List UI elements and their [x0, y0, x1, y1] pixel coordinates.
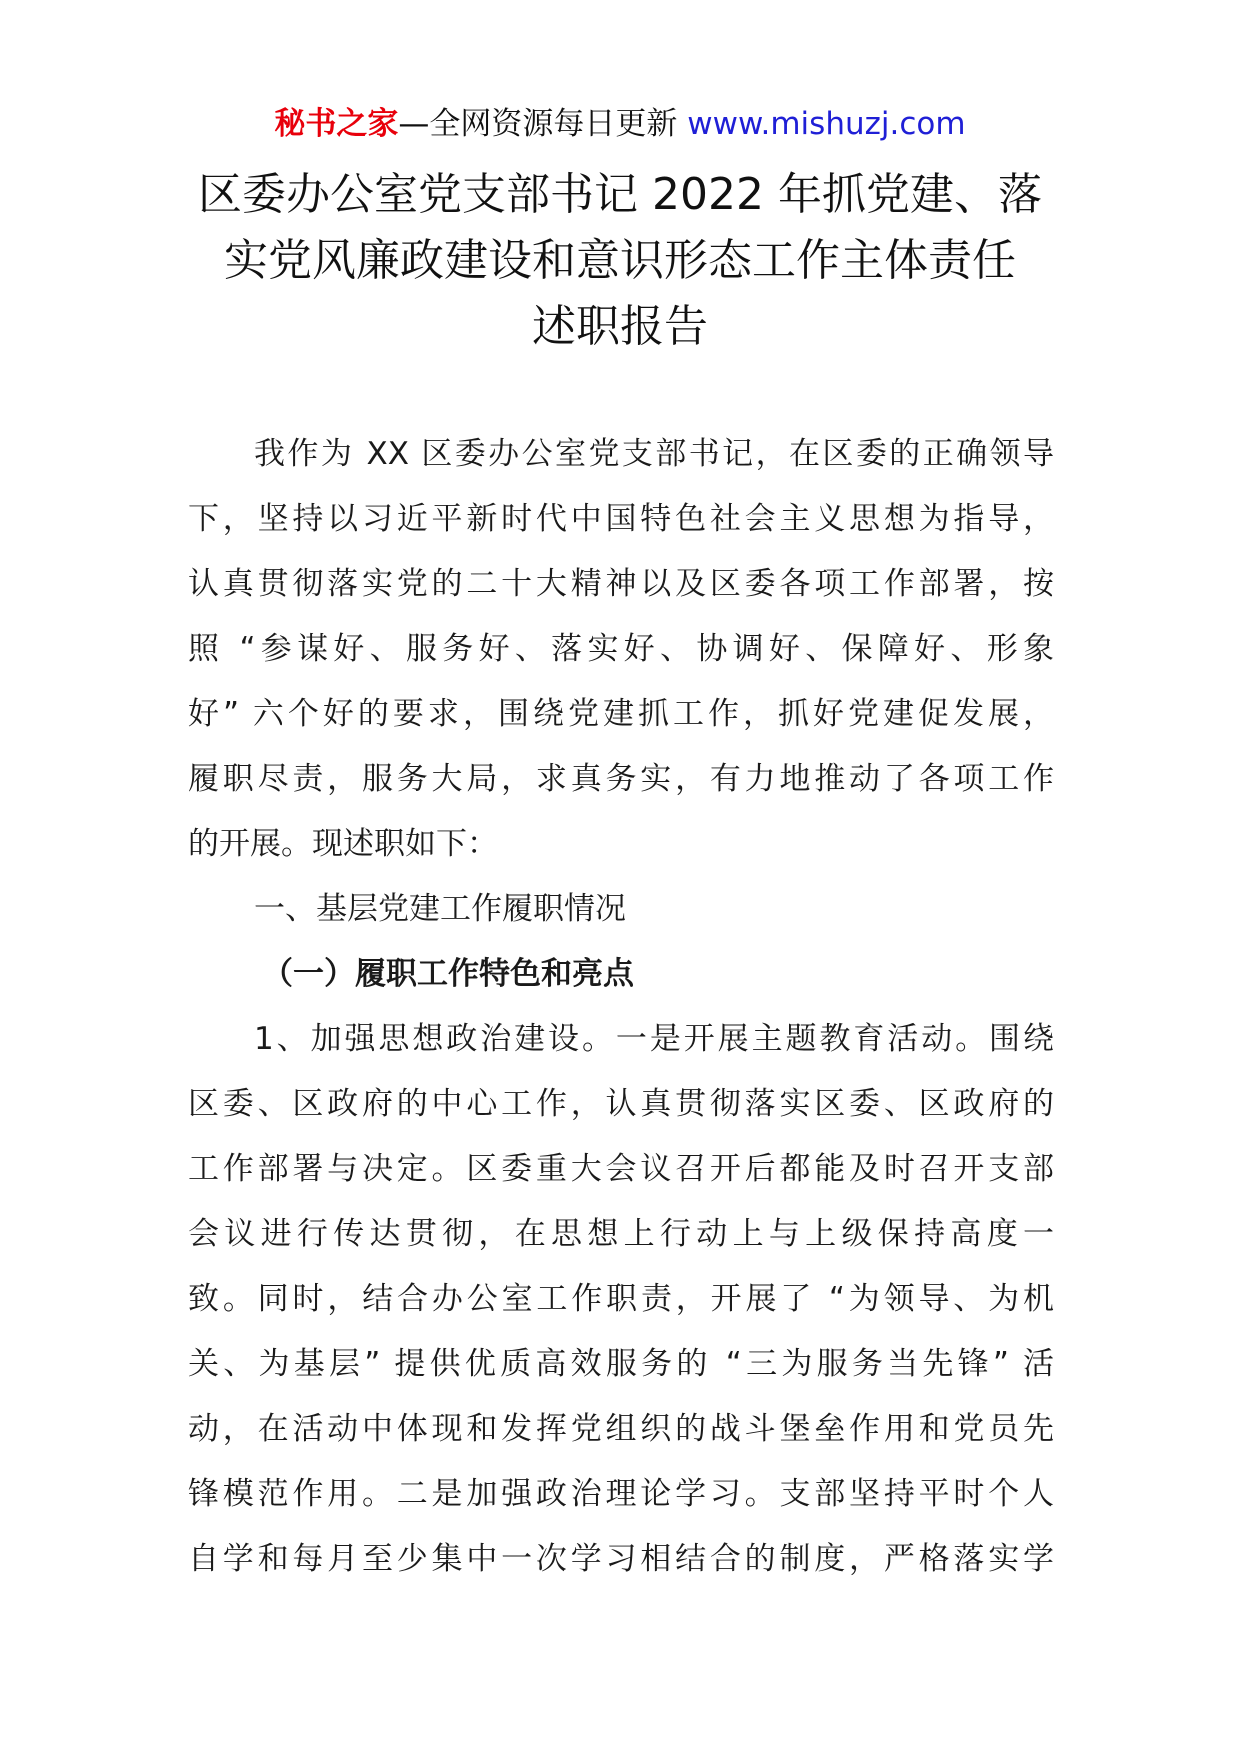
- paragraph-line: 的开展。现述职如下：: [188, 826, 498, 862]
- paragraph-line: 履职尽责，服务大局，求真务实，有力地推动了各项工作: [188, 761, 1054, 797]
- paragraph-line: 区委、区政府的中心工作，认真贯彻落实区委、区政府的: [188, 1086, 1054, 1122]
- paragraph-line: 会议进行传达贯彻，在思想上行动上与上级保持高度一: [188, 1216, 1054, 1252]
- section-heading: 一、基层党建工作履职情况: [254, 891, 626, 927]
- paragraph-line: 好” 六个好的要求，围绕党建抓工作，抓好党建促发展，: [188, 696, 1054, 732]
- paragraph-line: 自学和每月至少集中一次学习相结合的制度，严格落实学: [188, 1541, 1054, 1577]
- paragraph-line: 认真贯彻落实党的二十大精神以及区委各项工作部署，按: [188, 566, 1054, 602]
- document-body: [188, 422, 1054, 1592]
- header-tagline: —全网资源每日更新: [398, 106, 688, 142]
- paragraph-line: 致。同时，结合办公室工作职责，开展了 “为领导、为机: [188, 1281, 1054, 1317]
- paragraph-line: 我作为 XX 区委办公室党支部书记，在区委的正确领导: [254, 436, 1054, 472]
- paragraph-line: 工作部署与决定。区委重大会议召开后都能及时召开支部: [188, 1151, 1054, 1187]
- paragraph-line: 动，在活动中体现和发挥党组织的战斗堡垒作用和党员先: [188, 1411, 1054, 1447]
- subsection-heading: （一）履职工作特色和亮点: [262, 956, 634, 992]
- site-url-link[interactable]: www.mishuzj.com: [687, 106, 966, 142]
- title-line: 实党风廉政建设和意识形态工作主体责任: [224, 235, 1016, 286]
- brand-name: 秘书之家: [274, 106, 399, 142]
- paragraph-line: 锋模范作用。二是加强政治理论学习。支部坚持平时个人: [188, 1476, 1054, 1512]
- document-title: [150, 162, 1090, 360]
- paragraph-line: 1、加强思想政治建设。一是开展主题教育活动。围绕: [254, 1021, 1054, 1057]
- paragraph-line: 关、为基层” 提供优质高效服务的 “三为服务当先锋” 活: [188, 1346, 1054, 1382]
- paragraph-line: 照 “参谋好、服务好、落实好、协调好、保障好、形象: [188, 631, 1054, 667]
- site-header: [0, 104, 1240, 144]
- title-line: 区委办公室党支部书记 2022 年抓党建、落: [198, 169, 1042, 220]
- paragraph-line: 下，坚持以习近平新时代中国特色社会主义思想为指导，: [188, 501, 1054, 537]
- title-line: 述职报告: [532, 301, 708, 352]
